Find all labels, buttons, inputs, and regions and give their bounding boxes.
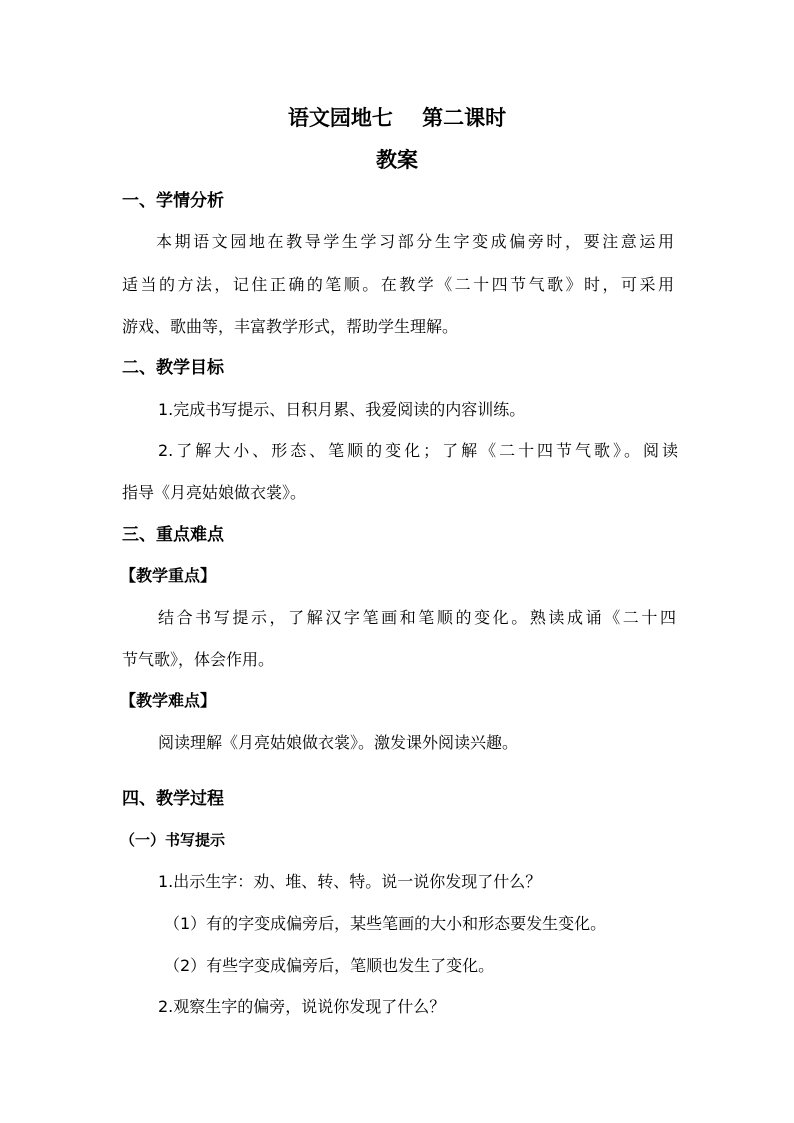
paragraph-line: 本期语文园地在教导学生学习部分生字变成偏旁时，要注意运用: [156, 232, 674, 251]
paragraph-line: 节气歌》，体会作用。: [122, 650, 275, 669]
section-heading-analysis: 一、学情分析: [122, 191, 224, 211]
label-key-point: 【教学重点】: [120, 566, 217, 585]
section-heading-key-points: 三、重点难点: [122, 525, 224, 545]
list-subitem: （1）有的字变成偏旁后，某些笔画的大小和形态要发生变化。: [164, 914, 607, 933]
list-item: 1.完成书写提示、日积月累、我爱阅读的内容训练。: [158, 400, 526, 419]
section-heading-goals: 二、教学目标: [122, 358, 224, 378]
list-item: 2.了解大小、形态、笔顺的变化；了解《二十四节气歌》。阅读: [158, 441, 678, 460]
section-heading-process: 四、教学过程: [122, 789, 224, 809]
paragraph-line: 阅读理解《月亮姑娘做衣裳》。激发课外阅读兴趣。: [158, 733, 519, 752]
label-difficult-point: 【教学难点】: [120, 691, 217, 710]
list-item: 2.观察生字的偏旁，说说你发现了什么？: [158, 997, 446, 1016]
list-subitem: （2）有些字变成偏旁后，笔顺也发生了变化。: [164, 956, 495, 975]
document-title: 语文园地七 第二课时: [287, 105, 507, 130]
paragraph-line: 游戏、歌曲等，丰富教学形式，帮助学生理解。: [122, 317, 459, 336]
document-subtitle: 教案: [376, 147, 418, 172]
list-item: 1.出示生字：劝、堆、转、特。说一说你发现了什么？: [158, 872, 542, 891]
paragraph-line: 适当的方法，记住正确的笔顺。在教学《二十四节气歌》时，可采用: [122, 275, 674, 294]
subsection-heading: （一）书写提示: [120, 831, 226, 849]
paragraph-line: 结合书写提示，了解汉字笔画和笔顺的变化。熟读成诵《二十四: [158, 608, 676, 627]
list-item-continuation: 指导《月亮姑娘做衣裳》。: [122, 483, 307, 502]
